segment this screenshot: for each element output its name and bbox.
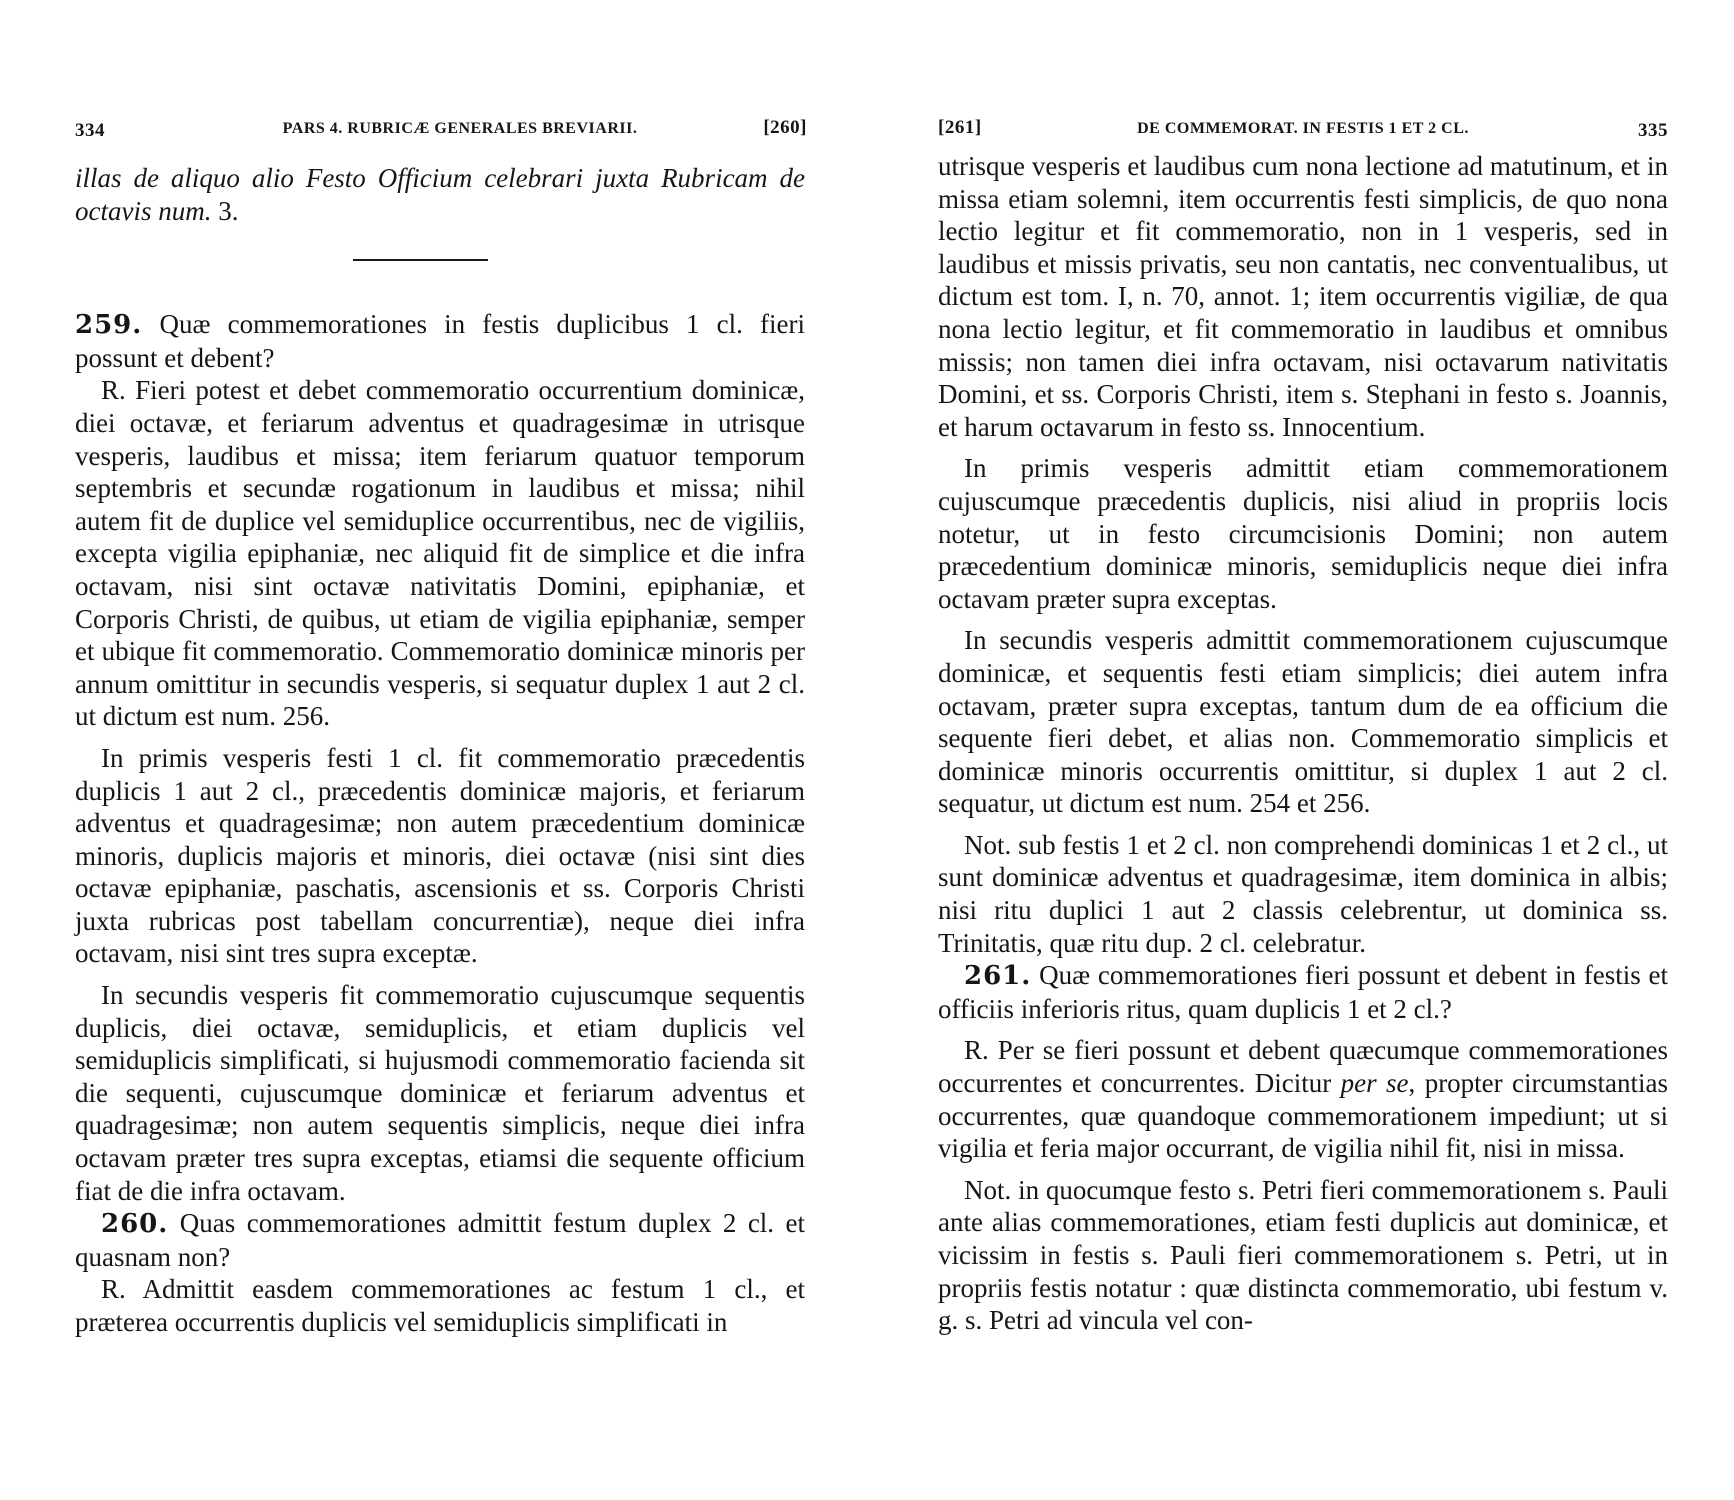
- question-261: [938, 959, 1668, 1025]
- right-running-header: [938, 100, 1668, 141]
- left-paragraph-2: In primis vesperis festi 1 cl. fit commemoratio præcedentis duplicis 1 aut 2 cl., præcedentis dominicæ majoris, et feriarum adventus et quadragesimæ; non autem præcedentium dominicæ minoris, duplicis majoris et minoris, diei octavæ (nisi sint dies octavæ epiphaniæ, paschatis, ascensionis et ss. Corporis Christi juxta rubricas post tabellam concurrentiæ), neque diei infra octavam, nisi sint tres supra exceptæ.: [75, 742, 805, 969]
- paragraph-text: R. Per se fieri possunt et debent quæcumque commemorationes occurrentes et concurrentes. Dicitur: [938, 1035, 1668, 1099]
- right-paragraph-1: utrisque vesperis et laudibus cum nona lectione ad matutinum, et in missa etiam solemni, item occurrentis festi simplicis, de quo nona lectio legitur et fit commemoratio, non in 1 vesperis, sed in laudibus et missis privatis, seu non cantatis, nec conventualibus, ut dictum est tom. I, n. 70, annot. 1; item occurrentis vigiliæ, de qua nona lectio legitur, et fit commemoratio in laudibus et omnibus missis; non tamen diei infra octavam, nisi octavarum nativitatis Domini, et ss. Corporis Christi, item s. Stephani in festo s. Joannis, et harum octavarum in festo ss. Innocentium.: [938, 151, 1668, 442]
- left-body: [75, 162, 805, 1339]
- right-section-ref: [261]: [938, 117, 982, 138]
- question-text: Quas commemorationes admittit festum duplex 2 cl. et quasnam non?: [75, 1208, 805, 1272]
- question-text: Quæ commemorationes in festis duplicibus 1 cl. fieri possunt et debent?: [75, 309, 805, 373]
- left-section-ref: [260]: [763, 117, 807, 138]
- right-paragraph-4: Not. sub festis 1 et 2 cl. non comprehendi dominicas 1 et 2 cl., ut sunt dominicæ adventus et quadragesimæ, item dominica in albis; nisi ritu duplici 1 aut 2 classis celebrentur, ut dominica ss. Trinitatis, quæ ritu dup. 2 cl. celebratur.: [938, 829, 1668, 958]
- right-body: [938, 150, 1668, 1337]
- question-number: 261.: [964, 961, 1032, 992]
- section-divider: [353, 259, 488, 261]
- left-running-head: PARS 4. RUBRICÆ GENERALES BREVIARII.: [282, 120, 638, 137]
- paragraph-text: , propter circumstantias occurrentes, quæ quandoque commemorationem impediunt; ut si vigilia et feria major occurrant, de vigilia nihil fit, nisi in missa.: [938, 1068, 1669, 1164]
- question-259: [75, 308, 805, 374]
- right-paragraph-2: In primis vesperis admittit etiam commemorationem cujuscumque præcedentis duplicis, nisi aliud in propriis locis notetur, ut in festo circumcisionis Domini; non autem præcedentium dominicæ minoris, semiduplicis neque diei infra octavam præter supra exceptas.: [938, 453, 1668, 614]
- left-page-number: 334: [75, 120, 105, 141]
- intro-tail: 3.: [211, 195, 239, 226]
- intro-italic: illas de aliquo alio Festo Officium celebrari juxta Rubricam de octavis num.: [75, 163, 805, 226]
- right-paragraph-3: In secundis vesperis admittit commemorationem cujuscumque dominicæ, et sequentis festi etiam simplicis; diei autem infra octavam, præter supra exceptas, tantum dum de ea officium die sequente fieri debet, et alias non. Commemoratio simplicis et dominicæ minoris occurrentis omittitur, si duplex 1 aut 2 cl. sequatur, ut dictum est num. 254 et 256.: [938, 625, 1668, 819]
- left-page: [75, 100, 805, 1339]
- right-running-head: DE COMMEMORAT. IN FESTIS 1 ET 2 CL.: [1137, 120, 1469, 137]
- left-intro: [75, 162, 805, 227]
- left-paragraph-1: R. Fieri potest et debet commemoratio occurrentium dominicæ, diei octavæ, et feriarum adventus et quadragesimæ in utrisque vesperis, laudibus et missa; item feriarum quatuor temporum septembris et secundæ rogationum in laudibus et missa; nihil autem fit de duplice vel semiduplice occurrentibus, nec de vigiliis, excepta vigilia epiphaniæ, nec aliquid fit de simplice et die infra octavam, nisi sint octavæ nativitatis Domini, epiphaniæ, et Corporis Christi, de quibus, ut etiam de vigilia epiphaniæ, semper et ubique fit commemoratio. Commemoratio dominicæ minoris per annum omittitur in secundis vesperis, si sequatur duplex 1 aut 2 cl. ut dictum est num. 256.: [75, 375, 805, 732]
- right-page: [938, 100, 1668, 1337]
- question-260: [75, 1207, 805, 1273]
- left-paragraph-3: In secundis vesperis fit commemoratio cujuscumque sequentis duplicis, diei octavæ, semiduplicis, et etiam duplicis vel semiduplicis simplificati, si hujusmodi commemoratio facienda sit die sequenti, cujuscumque dominicæ et feriarum adventus et quadragesimæ; non autem sequentis simplicis, neque diei infra octavam præter tres supra exceptas, etiamsi die sequente officium fiat de die infra octavam.: [75, 980, 805, 1206]
- italic-term: per se: [1340, 1068, 1409, 1099]
- question-number: 259.: [75, 310, 143, 341]
- right-page-number: 335: [1638, 120, 1668, 141]
- left-paragraph-4: R. Admittit easdem commemorationes ac festum 1 cl., et præterea occurrentis duplicis vel semiduplicis simplificati in: [75, 1274, 805, 1337]
- right-paragraph-5: [938, 1034, 1668, 1164]
- left-running-header: [75, 100, 807, 141]
- right-paragraph-6: Not. in quocumque festo s. Petri fieri commemorationem s. Pauli ante alias commemorationes, etiam festi duplicis aut dominicæ, et vicissim in festis s. Pauli fieri commemorationem s. Petri, ut in propriis festis notatur : quæ distincta commemoratio, ubi festum v. g. s. Petri ad vincula vel con-: [938, 1174, 1668, 1336]
- question-text: Quæ commemorationes fieri possunt et debent in festis et officiis inferioris ritus, quam duplicis 1 et 2 cl.?: [938, 960, 1668, 1024]
- question-number: 260.: [101, 1209, 169, 1240]
